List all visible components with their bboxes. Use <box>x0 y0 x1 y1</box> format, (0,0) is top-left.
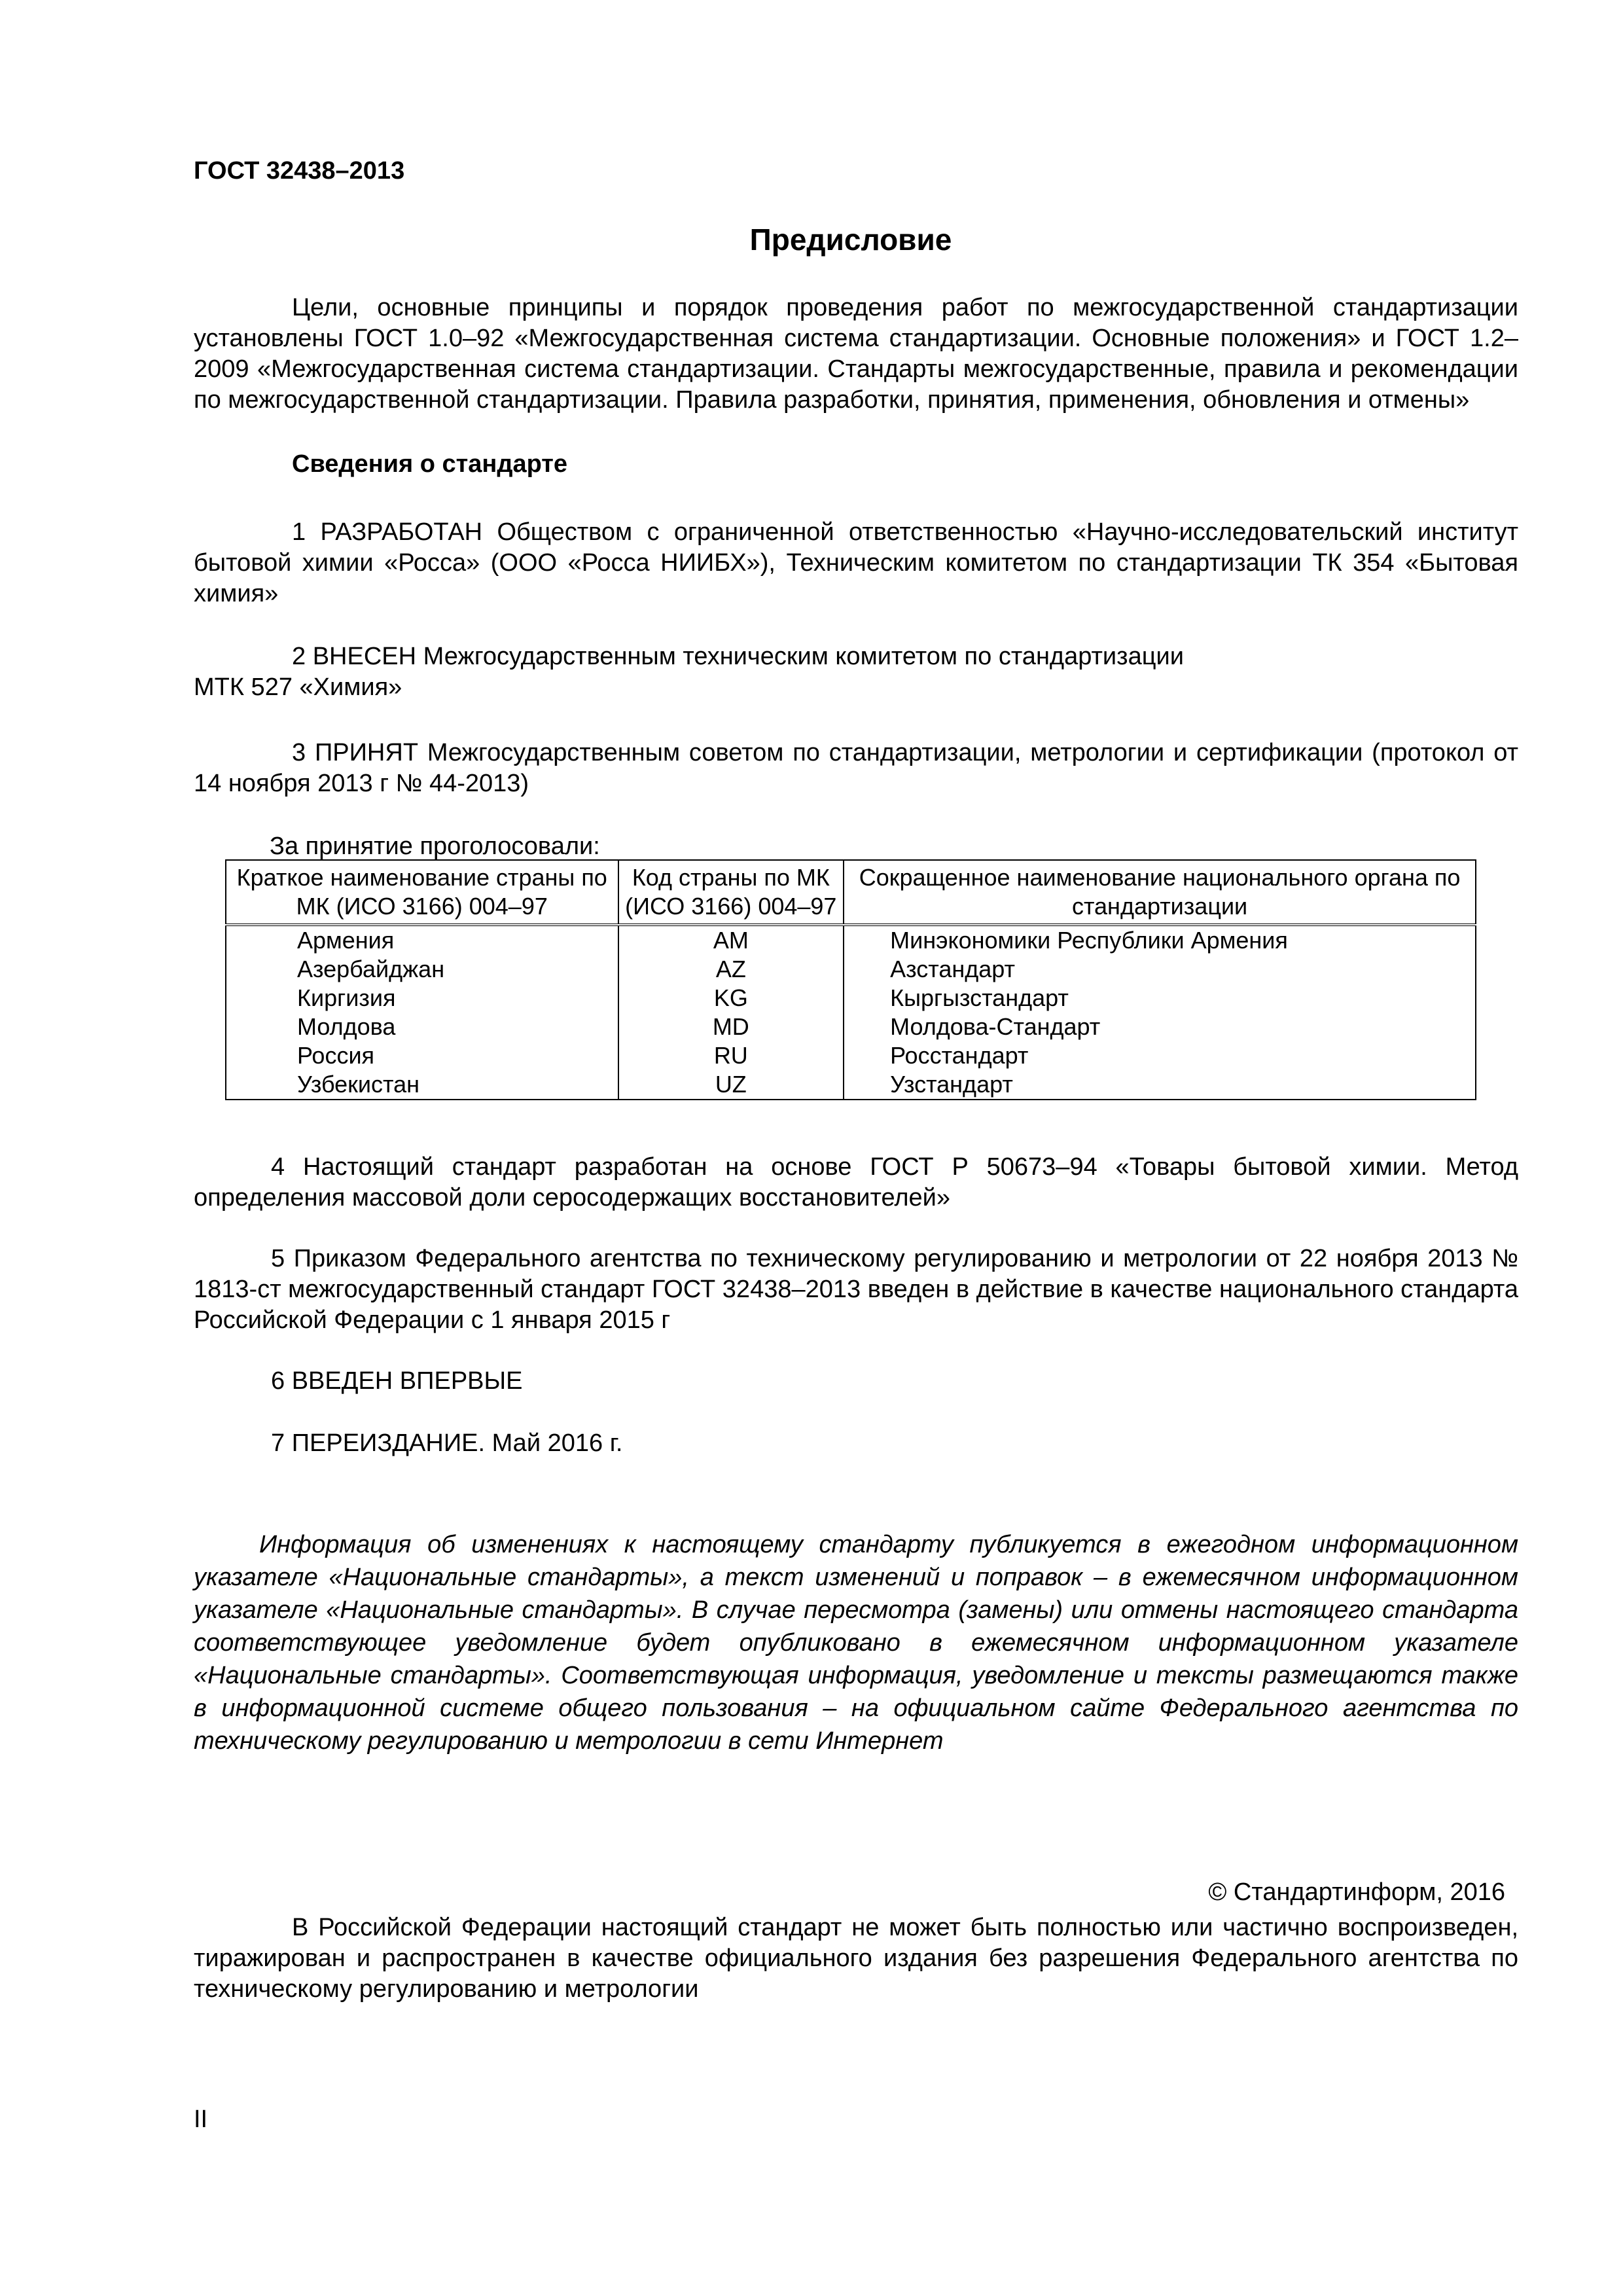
table-row <box>226 1041 1476 1070</box>
item-7-reissue: 7 ПЕРЕИЗДАНИЕ. Май 2016 г. <box>271 1429 623 1457</box>
country-code: AZ <box>618 955 844 984</box>
country-name: Молдова <box>226 1013 618 1041</box>
intro-paragraph: Цели, основные принципы и порядок проведения работ по межгосударственной стандартизации установлены ГОСТ 1.0–92 «Межгосударственная система стандартизации. Основные положения» и ГОСТ 1.2–2009 «Межгосударственная система стандартизации. Стандарты межгосударственные, правила и рекомендации по межгосударственной стандартизации. Правила разработки, принятия, применения, обновления и отмены» <box>194 294 1518 414</box>
document-id: ГОСТ 32438–2013 <box>194 157 405 185</box>
page-number: II <box>194 2106 208 2133</box>
country-code: UZ <box>618 1070 844 1100</box>
national-body: Азстандарт <box>844 955 1476 984</box>
item-2-introduced-line2: МТК 527 «Химия» <box>194 673 402 701</box>
reproduction-notice: В Российской Федерации настоящий стандарт не может быть полностью или частично воспроизведен, тиражирован и распространен в качестве официального издания без разрешения Федерального агентства по техническому регулированию и метрологии <box>194 1914 1518 2003</box>
country-name: Азербайджан <box>226 955 618 984</box>
header-country-code: Код страны по МК (ИСО 3166) 004–97 <box>618 860 844 925</box>
table-header-row <box>226 860 1476 925</box>
table-row <box>226 925 1476 955</box>
table-row <box>226 1070 1476 1100</box>
country-name: Киргизия <box>226 984 618 1013</box>
countries-table <box>225 859 1476 1100</box>
page-title: Предисловие <box>749 223 952 257</box>
table-row <box>226 984 1476 1013</box>
country-code: KG <box>618 984 844 1013</box>
country-code: AM <box>618 925 844 955</box>
table-row <box>226 955 1476 984</box>
country-name: Армения <box>226 925 618 955</box>
country-code: RU <box>618 1041 844 1070</box>
national-body: Молдова-Стандарт <box>844 1013 1476 1041</box>
item-3-adopted: 3 ПРИНЯТ Межгосударственным советом по стандартизации, метрологии и сертификации (протокол от 14 ноября 2013 г № 44-2013) <box>194 739 1518 797</box>
national-body: Кыргызстандарт <box>844 984 1476 1013</box>
item-1-developed: 1 РАЗРАБОТАН Обществом с ограниченной ответственностью «Научно-исследовательский институт бытовой химии «Росса» (ООО «Росса НИИБХ»), Техническим комитетом по стандартизации ТК 354 «Бытовая химия» <box>194 518 1518 607</box>
country-name: Узбекистан <box>226 1070 618 1100</box>
header-country-name: Краткое наименование страны по МК (ИСО 3166) 004–97 <box>226 860 618 925</box>
national-body: Минэкономики Республики Армения <box>844 925 1476 955</box>
national-body: Росстандарт <box>844 1041 1476 1070</box>
national-body: Узстандарт <box>844 1070 1476 1100</box>
table-row <box>226 1013 1476 1041</box>
header-national-body: Сокращенное наименование национального органа по стандартизации <box>844 860 1476 925</box>
country-code: MD <box>618 1013 844 1041</box>
copyright-line: © Стандартинформ, 2016 <box>1208 1878 1505 1906</box>
change-information-notice: Информация об изменениях к настоящему стандарту публикуется в ежегодном информационном указателе «Национальные стандарты», а текст изменений и поправок – в ежемесячном информационном указателе «Национальные стандарты». В случае пересмотра (замены) или отмены настоящего стандарта соответствующее уведомление будет опубликовано в ежемесячном информационном указателе «Национальные стандарты». Соответствующая информация, уведомление и тексты размещаются также в информационной системе общего пользования – на официальном сайте Федерального агентства по техническому регулированию и метрологии в сети Интернет <box>194 1531 1518 1755</box>
item-4-basis: 4 Настоящий стандарт разработан на основе ГОСТ Р 50673–94 «Товары бытовой химии. Метод определения массовой доли серосодержащих восстановителей» <box>194 1153 1518 1211</box>
item-5-order: 5 Приказом Федерального агентства по техническому регулированию и метрологии от 22 ноября 2013 № 1813-ст межгосударственный стандарт ГОСТ 32438–2013 введен в действие в качестве национального стандарта Российской Федерации с 1 января 2015 г <box>194 1245 1518 1334</box>
item-2-introduced-line1: 2 ВНЕСЕН Межгосударственным техническим комитетом по стандартизации <box>292 643 1184 670</box>
vote-label: За принятие проголосовали: <box>270 833 600 860</box>
item-6-first-introduced: 6 ВВЕДЕН ВПЕРВЫЕ <box>271 1367 523 1395</box>
section-heading: Сведения о стандарте <box>292 450 568 478</box>
country-name: Россия <box>226 1041 618 1070</box>
